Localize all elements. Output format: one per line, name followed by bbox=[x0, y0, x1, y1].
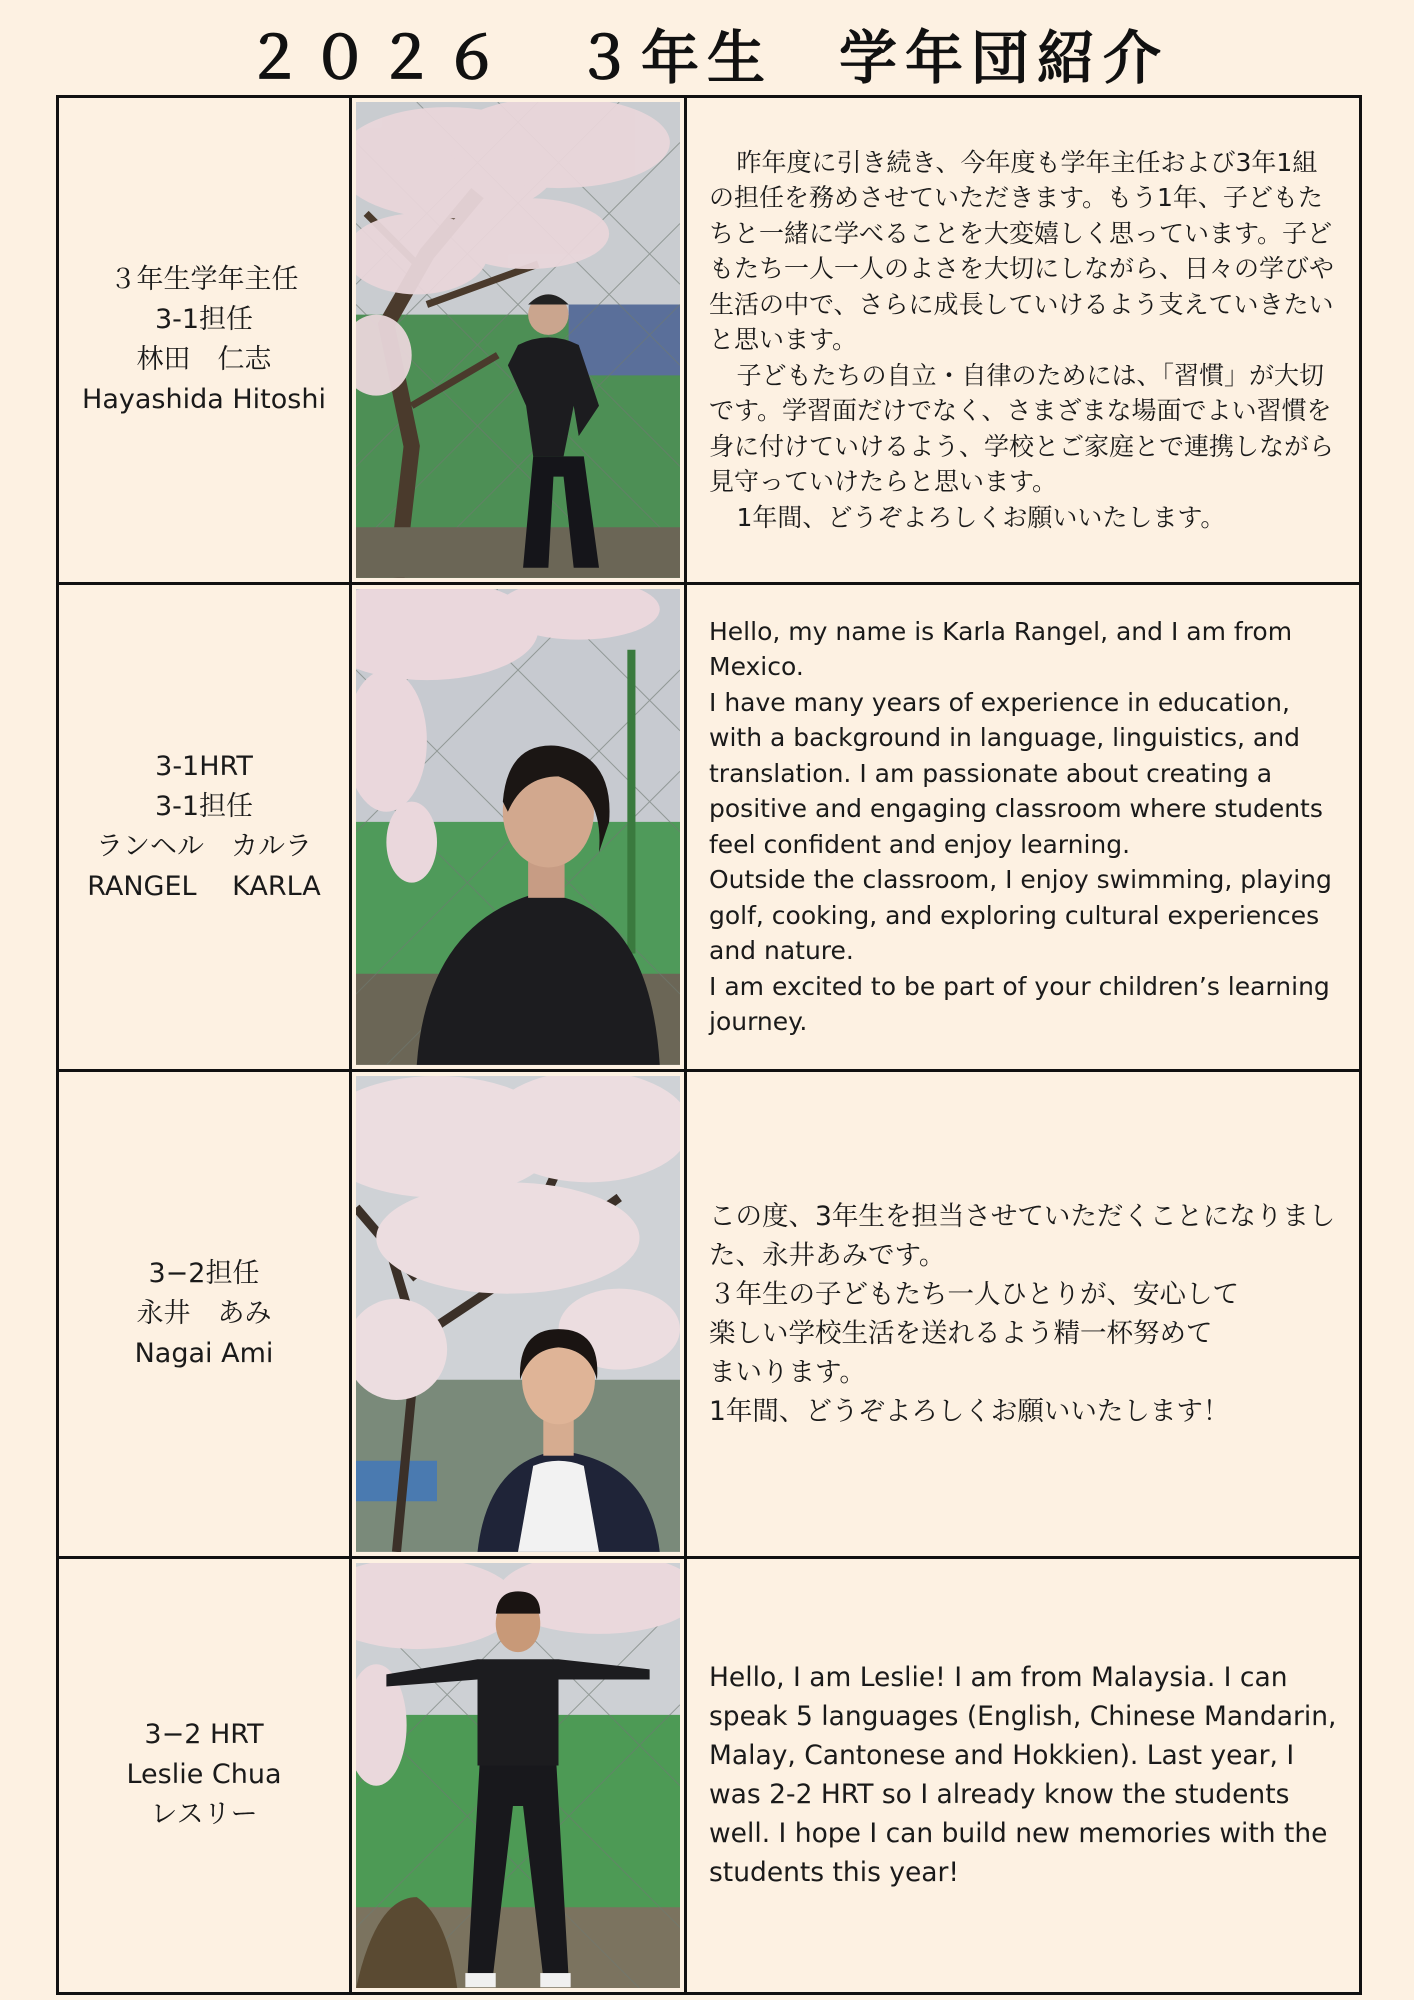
teacher-photo-nagai bbox=[356, 1076, 680, 1552]
teacher-message-cell bbox=[686, 1070, 1361, 1557]
message-paragraph: まいります。 bbox=[709, 1356, 866, 1388]
teacher-message-cell bbox=[686, 97, 1361, 584]
teacher-name-cell bbox=[58, 583, 351, 1070]
message-paragraph: I am excited to be part of your children’s learning journey. bbox=[709, 971, 1330, 1037]
message-paragraph: 昨年度に引き続き、今年度も学年主任および3年1組の担任を務めさせていただきます。もう1年、子どもたちと一緒に学べることを大変嬉しく思っています。子どもたち一人一人のよさを大切にしながら、日々の学びや生活の中で、さらに成長していけるよう支えていきたいと思います。 bbox=[709, 147, 1335, 355]
teacher-role: 3-1HRT bbox=[155, 750, 253, 782]
teacher-class: 3-1担任 bbox=[154, 303, 254, 335]
teacher-photo-cell bbox=[351, 1070, 686, 1557]
message-paragraph: I have many years of experience in education, with a background in language, linguistics, and translation. I am passionate about creating a positive and engaging classroom where students feel confident and enjoy learning. bbox=[709, 687, 1323, 859]
teacher-roster-table bbox=[56, 95, 1362, 1995]
teacher-name-en: Leslie Chua bbox=[126, 1759, 282, 1791]
teacher-row-leslie bbox=[58, 1557, 1361, 1993]
teacher-message bbox=[709, 614, 1341, 1040]
teacher-row-rangel bbox=[58, 583, 1361, 1070]
teacher-row-hayashida bbox=[58, 97, 1361, 584]
teacher-message bbox=[709, 1658, 1341, 1892]
teacher-photo-leslie bbox=[356, 1563, 680, 1988]
teacher-message bbox=[709, 145, 1341, 536]
teacher-row-nagai bbox=[58, 1070, 1361, 1557]
teacher-name-cell bbox=[58, 97, 351, 584]
teacher-class: 3−2 HRT bbox=[144, 1719, 264, 1751]
message-paragraph: 子どもたちの自立・自律のためには、「習慣」が大切です。学習面だけでなく、さまざまな場面でよい習慣を身に付けていけるよう、学校とご家庭とで連携しながら見守っていけたらと思います。 bbox=[709, 360, 1335, 497]
teacher-photo-rangel bbox=[356, 589, 680, 1065]
teacher-photo-cell bbox=[351, 583, 686, 1070]
message-paragraph: 1年間、どうぞよろしくお願いいたします！ bbox=[709, 1395, 1230, 1427]
teacher-photo-cell bbox=[351, 1557, 686, 1993]
teacher-name-en: RANGEL KARLA bbox=[87, 870, 321, 902]
teacher-photo-cell bbox=[351, 97, 686, 584]
teacher-message bbox=[709, 1197, 1341, 1431]
teacher-name-ja: レスリー bbox=[150, 1799, 258, 1831]
teacher-photo-hayashida bbox=[356, 102, 680, 578]
teacher-name-en: Hayashida Hitoshi bbox=[82, 383, 326, 415]
teacher-message-cell bbox=[686, 1557, 1361, 1993]
message-paragraph: Outside the classroom, I enjoy swimming, playing golf, cooking, and exploring cultural experiences and nature. bbox=[709, 865, 1332, 966]
message-paragraph: 楽しい学校生活を送れるよう精一杯努めて bbox=[709, 1317, 1213, 1349]
teacher-class: 3−2担任 bbox=[148, 1257, 260, 1289]
message-paragraph: Hello, my name is Karla Rangel, and I am from Mexico. bbox=[709, 616, 1293, 682]
message-paragraph: 1年間、どうぞよろしくお願いいたします。 bbox=[736, 502, 1226, 532]
message-paragraph: Hello, I am Leslie! I am from Malaysia. I can speak 5 languages (English, Chinese Mandarin, Malay, Cantonese and Hokkien). Last year, I was 2-2 HRT so I already know the students well. I hope I can build new memories with the students this year! bbox=[709, 1662, 1337, 1889]
teacher-name-cell bbox=[58, 1070, 351, 1557]
teacher-message-cell bbox=[686, 583, 1361, 1070]
page-title: ２０２６ ３年生 学年団紹介 bbox=[244, 24, 1169, 92]
message-paragraph: この度、3年生を担当させていただくことになりました、永井あみです。 bbox=[709, 1200, 1336, 1271]
teacher-name-ja: 永井 あみ bbox=[136, 1297, 272, 1329]
teacher-class: 3-1担任 bbox=[154, 790, 254, 822]
teacher-name-ja: ランヘル カルラ bbox=[96, 830, 312, 862]
teacher-name-en: Nagai Ami bbox=[134, 1337, 274, 1369]
teacher-name-ja: 林田 仁志 bbox=[136, 343, 272, 375]
teacher-role: ３年生学年主任 bbox=[109, 263, 299, 295]
message-paragraph: ３年生の子どもたち一人ひとりが、安心して bbox=[709, 1278, 1239, 1310]
teacher-name-cell bbox=[58, 1557, 351, 1993]
